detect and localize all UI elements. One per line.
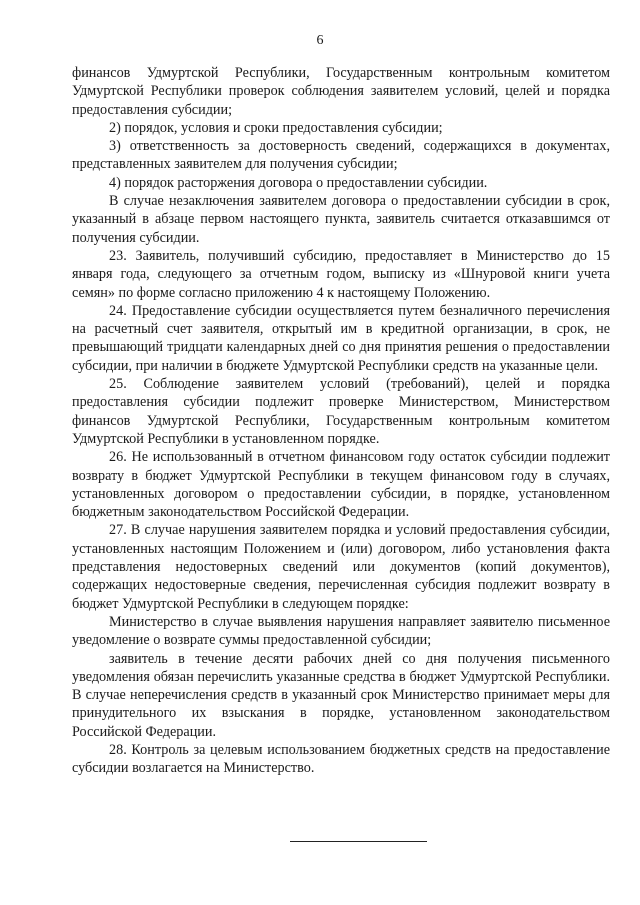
paragraph-item-4: 4) порядок расторжения договора о предоставлении субсидии. — [109, 174, 488, 191]
page-number: 6 — [316, 33, 324, 48]
paragraph-clause-28: 28. Контроль за целевым использованием бюджетных средств на предоставление субсидии возлагается на Министерство. — [72, 741, 610, 777]
paragraph-clause-26: 26. Не использованный в отчетном финансовом году остаток субсидии подлежит возврату в бюджет Удмуртской Республики в текущем финансовом году в случаях, установленных договором о предоставлении субсидии, в порядке, установленном бюджетным законодательством Российской Федерации. — [72, 449, 610, 521]
paragraph-ministry-notice: Министерство в случае выявления нарушения направляет заявителю письменное уведомление о возврате суммы предоставленной субсидии; — [72, 613, 610, 649]
paragraph-non-conclusion: В случае незаключения заявителем договора о предоставлении субсидии в срок, указанный в абзаце первом настоящего пункта, заявитель считается отказавшимся от получения субсидии. — [72, 193, 610, 246]
paragraph-item-2: 2) порядок, условия и сроки предоставления субсидии; — [109, 119, 443, 136]
footer-divider — [290, 841, 427, 842]
paragraph-clause-24: 24. Предоставление субсидии осуществляется путем безналичного перечисления на расчетный счет заявителя, открытый им в кредитной организации, в срок, не превышающий тридцати календарных дней со дня принятия решения о предоставлении субсидии, при наличии в бюджете Удмуртской Республики средств на указанные цели. — [72, 302, 610, 374]
paragraph-clause-27: 27. В случае нарушения заявителем порядка и условий предоставления субсидии, установленных настоящим Положением и (или) договором, либо установления факта представления недостоверных сведений или документов (копий документов), содержащих недостоверные сведения, перечисленная субсидия подлежит возврату в бюджет Удмуртской Республики в следующем порядке: — [72, 522, 610, 612]
paragraph-clause-23: 23. Заявитель, получивший субсидию, предоставляет в Министерство до 15 января года, следующего за отчетным годом, выписку из «Шнуровой книги учета семян» по форме согласно приложению 4 к настоящему Положению. — [72, 247, 610, 301]
paragraph-applicant-refund: заявитель в течение десяти рабочих дней со дня получения письменного уведомления обязан перечислить указанные средства в бюджет Удмуртской Республики. В случае неперечисления средств в указанный срок Министерство принимает меры для принудительного их взыскания в порядке, установленном законодательством Российской Федерации. — [72, 650, 610, 740]
paragraph-continuation: финансов Удмуртской Республики, Государственным контрольным комитетом Удмуртской Республики проверок соблюдения заявителем условий, целей и порядка предоставления субсидии; — [72, 65, 610, 118]
document-body — [72, 64, 610, 778]
paragraph-item-3: 3) ответственность за достоверность сведений, содержащихся в документах, представленных заявителем для получения субсидии; — [72, 138, 610, 173]
paragraph-clause-25: 25. Соблюдение заявителем условий (требований), целей и порядка предоставления субсидии подлежит проверке Министерством, Министерством финансов Удмуртской Республики, Государственным контрольным комитетом Удмуртской Республики в установленном порядке. — [72, 376, 610, 447]
